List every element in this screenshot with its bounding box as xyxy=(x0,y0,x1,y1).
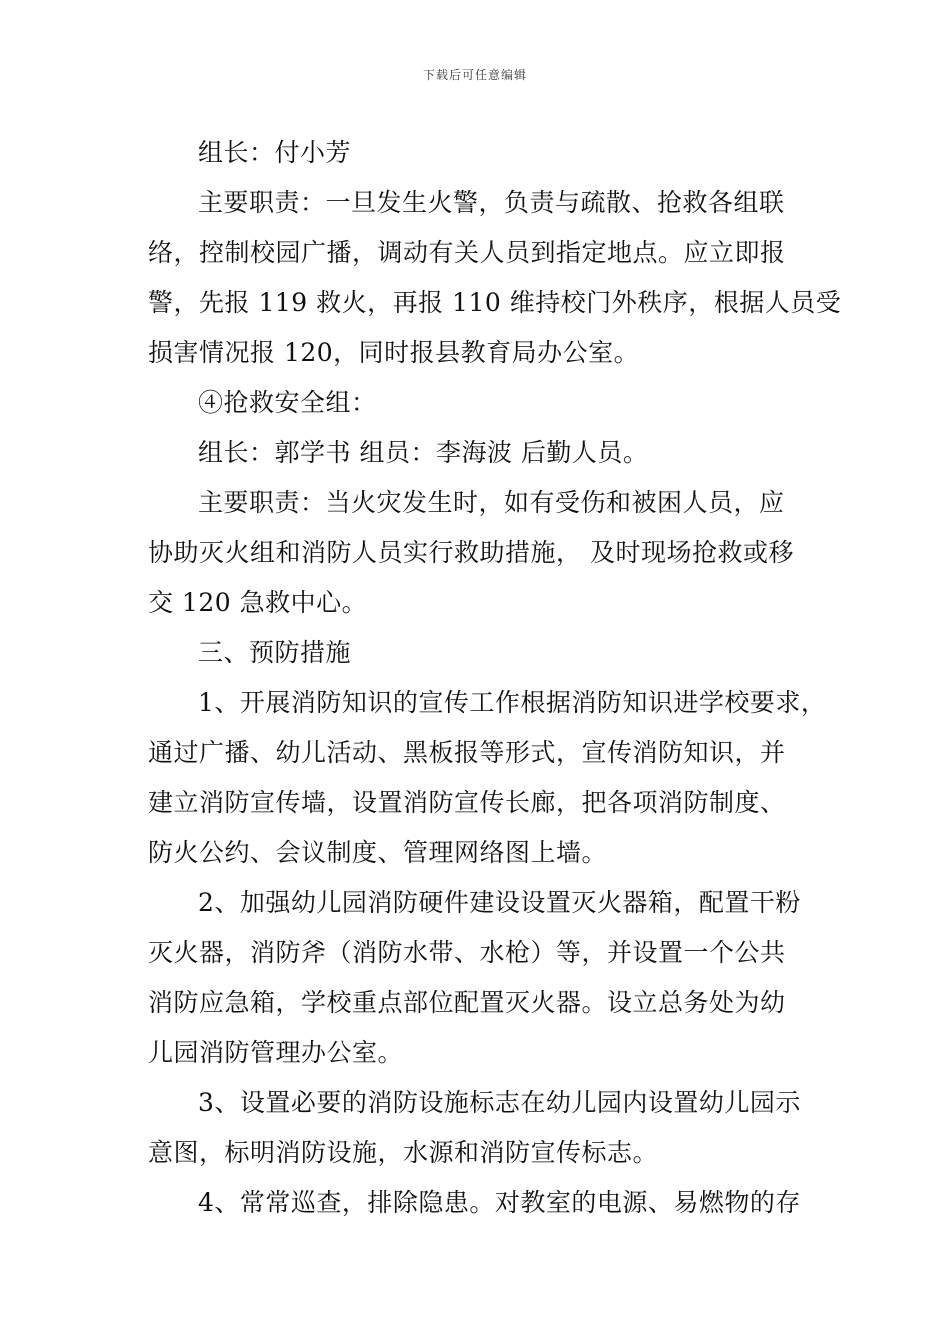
text-line: 儿园消防管理办公室。 xyxy=(148,1038,404,1067)
text-line: 防火公约、会议制度、管理网络图上墙。 xyxy=(148,838,608,867)
text-line: 交 120 急救中心。 xyxy=(148,588,368,617)
text-line: 组长：付小芳 xyxy=(198,138,352,167)
text-line: 4、常常巡查，排除隐患。对教室的电源、易燃物的存 xyxy=(198,1188,801,1217)
text-line: 1、开展消防知识的宣传工作根据消防知识进学校要求， xyxy=(198,688,827,717)
text-line: 组长：郭学书 组员：李海波 后勤人员。 xyxy=(198,438,649,467)
text-line: 建立消防宣传墙，设置消防宣传长廊，把各项消防制度、 xyxy=(148,788,786,817)
text-line: 2、加强幼儿园消防硬件建设设置灭火器箱，配置干粉 xyxy=(198,888,801,917)
text-line: 灭火器，消防斧（消防水带、水枪）等，并设置一个公共 xyxy=(148,938,786,967)
text-line: 主要职责：一旦发生火警，负责与疏散、抢救各组联 xyxy=(198,188,785,217)
document-body xyxy=(148,128,842,1228)
section-heading: 三、预防措施 xyxy=(198,638,352,667)
text-line: 通过广播、幼儿活动、黑板报等形式，宣传消防知识，并 xyxy=(148,738,786,767)
text-line: 意图，标明消防设施，水源和消防宣传标志。 xyxy=(148,1138,659,1167)
section-heading: ④抢救安全组： xyxy=(198,388,377,417)
text-line: 损害情况报 120，同时报县教育局办公室。 xyxy=(148,338,640,367)
text-line: 消防应急箱，学校重点部位配置灭火器。设立总务处为幼 xyxy=(148,988,786,1017)
text-line: 主要职责：当火灾发生时，如有受伤和被困人员，应 xyxy=(198,488,785,517)
page-header: 下载后可任意编辑 xyxy=(422,68,527,82)
text-line: 3、设置必要的消防设施标志在幼儿园内设置幼儿园示 xyxy=(198,1088,801,1117)
text-line: 络，控制校园广播，调动有关人员到指定地点。应立即报 xyxy=(148,238,786,267)
text-line: 警，先报 119 救火，再报 110 维持校门外秩序，根据人员受 xyxy=(148,288,842,317)
text-line: 协助灭火组和消防人员实行救助措施， 及时现场抢救或移 xyxy=(148,538,794,567)
